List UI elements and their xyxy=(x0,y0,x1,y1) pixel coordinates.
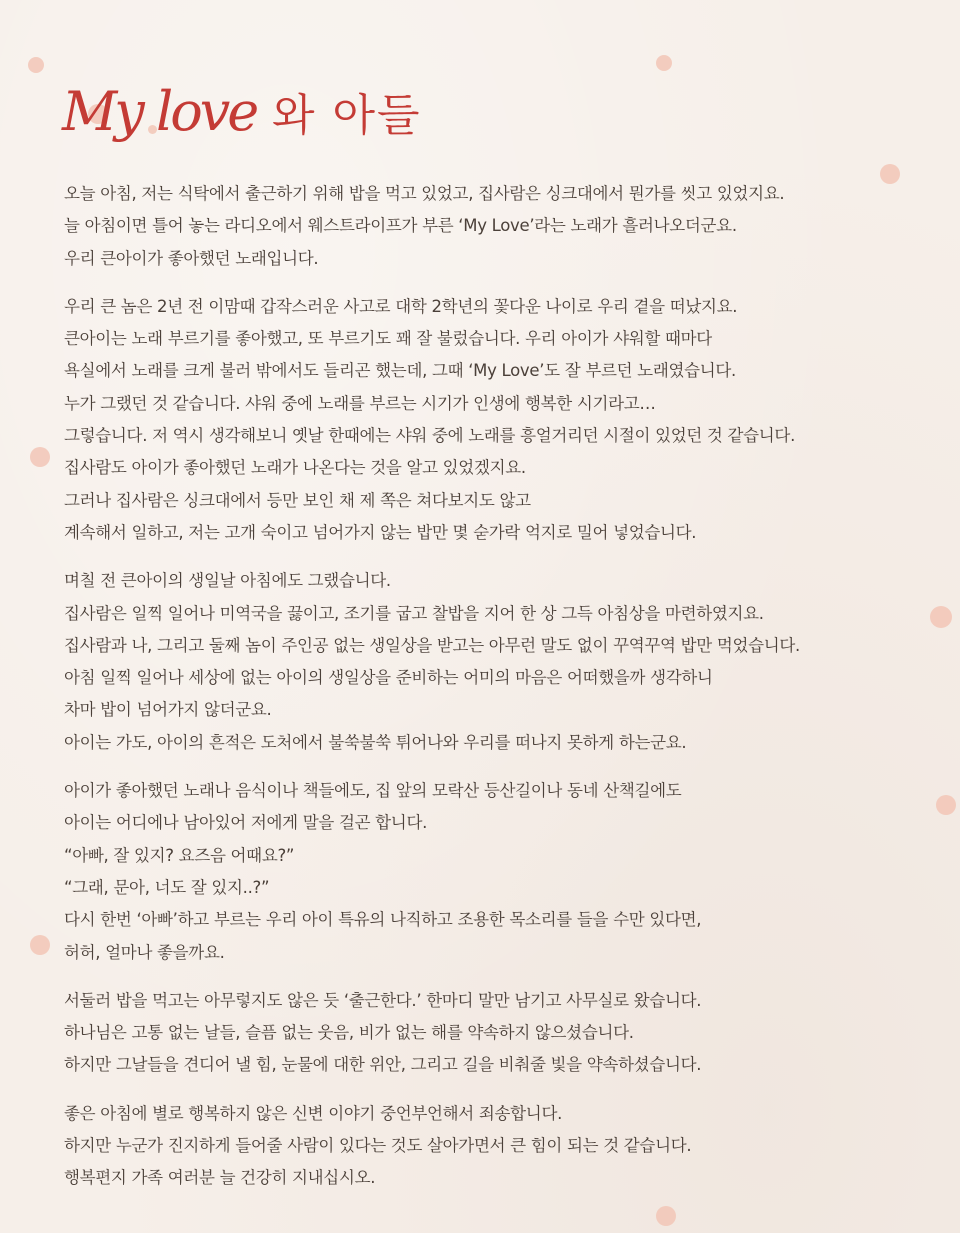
text-line: 아이가 좋아했던 노래나 음식이나 책들에도, 집 앞의 모락산 등산길이나 동네 산책길에도 xyxy=(64,781,682,801)
paragraph xyxy=(64,1098,924,1195)
text-line: 집사람도 아이가 좋아했던 노래가 나온다는 것을 알고 있었겠지요. xyxy=(64,458,526,478)
decorative-dot xyxy=(930,606,952,628)
paragraph xyxy=(64,775,924,969)
text-line: 행복편지 가족 여러분 늘 건강히 지내십시오. xyxy=(64,1168,376,1188)
text-line: 서둘러 밥을 먹고는 아무렇지도 않은 듯 ‘출근한다.’ 한마디 말만 남기고 사무실로 왔습니다. xyxy=(64,990,702,1010)
text-line: 아이는 가도, 아이의 흔적은 도처에서 불쑥불쑥 튀어나와 우리를 떠나지 못하게 하는군요. xyxy=(64,732,687,752)
text-line: 오늘 아침, 저는 식탁에서 출근하기 위해 밥을 먹고 있었고, 집사람은 싱크대에서 뭔가를 씻고 있었지요. xyxy=(64,184,785,203)
text-line: 하지만 그날들을 견디어 낼 힘, 눈물에 대한 위안, 그리고 길을 비춰줄 빛을 약속하셨습니다. xyxy=(64,1055,702,1075)
text-line: 누가 그랬던 것 같습니다. 샤워 중에 노래를 부르는 시기가 인생에 행복한 시기라고… xyxy=(64,393,656,413)
handwritten-title-logo xyxy=(60,72,460,152)
svg-text:My love: My love xyxy=(62,80,257,143)
decorative-dot xyxy=(936,795,956,815)
decorative-dot xyxy=(30,935,50,955)
paragraph xyxy=(64,178,924,275)
text-line: 하지만 누군가 진지하게 들어줄 사람이 있다는 것도 살아가면서 큰 힘이 되는 것 같습니다. xyxy=(64,1136,692,1156)
paragraph xyxy=(64,565,924,759)
decorative-dot xyxy=(30,447,50,467)
text-line: 좋은 아침에 별로 행복하지 않은 신변 이야기 중언부언해서 죄송합니다. xyxy=(64,1103,563,1123)
paragraph xyxy=(64,291,924,549)
text-line: “그래, 문아, 너도 잘 있지..?” xyxy=(64,877,270,897)
text-line: “아빠, 잘 있지? 요즈음 어때요?” xyxy=(64,845,295,865)
page-title xyxy=(60,72,460,152)
text-line: 큰아이는 노래 부르기를 좋아했고, 또 부르기도 꽤 잘 불렀습니다. 우리 아이가 샤워할 때마다 xyxy=(64,329,712,349)
text-line: 욕실에서 노래를 크게 불러 밖에서도 들리곤 했는데, 그때 ‘My Love’도 잘 부르던 노래였습니다. xyxy=(64,361,736,381)
letter-body xyxy=(64,178,924,1211)
text-line: 아이는 어디에나 남아있어 저에게 말을 걸곤 합니다. xyxy=(64,813,428,833)
text-line: 집사람과 나, 그리고 둘째 놈이 주인공 없는 생일상을 받고는 아무런 말도 없이 꾸역꾸역 밥만 먹었습니다. xyxy=(64,635,800,655)
text-line: 늘 아침이면 틀어 놓는 라디오에서 웨스트라이프가 부른 ‘My Love’라는 노래가 흘러나오더군요. xyxy=(64,216,737,236)
paragraph xyxy=(64,985,924,1082)
text-line: 아침 일찍 일어나 세상에 없는 아이의 생일상을 준비하는 어미의 마음은 어떠했을까 생각하니 xyxy=(64,668,713,688)
text-line: 우리 큰아이가 좋아했던 노래입니다. xyxy=(64,248,319,268)
text-line: 허허, 얼마나 좋을까요. xyxy=(64,942,225,962)
text-line: 집사람은 일찍 일어나 미역국을 끓이고, 조기를 굽고 찰밥을 지어 한 상 그득 아침상을 마련하였지요. xyxy=(64,603,764,623)
text-line: 다시 한번 ‘아빠’하고 부르는 우리 아이 특유의 나직하고 조용한 목소리를 들을 수만 있다면, xyxy=(64,910,702,930)
text-line: 계속해서 일하고, 저는 고개 숙이고 넘어가지 않는 밥만 몇 숟가락 억지로 밀어 넣었습니다. xyxy=(64,522,697,542)
text-line: 며칠 전 큰아이의 생일날 아침에도 그랬습니다. xyxy=(64,571,391,591)
text-line: 하나님은 고통 없는 날들, 슬픔 없는 웃음, 비가 없는 해를 약속하지 않으셨습니다. xyxy=(64,1023,634,1043)
text-line: 그렇습니다. 저 역시 생각해보니 옛날 한때에는 샤워 중에 노래를 흥얼거리던 시절이 있었던 것 같습니다. xyxy=(64,426,796,446)
decorative-dot xyxy=(656,55,672,71)
text-line: 우리 큰 놈은 2년 전 이맘때 갑작스러운 사고로 대학 2학년의 꽃다운 나이로 우리 곁을 떠났지요. xyxy=(64,296,738,316)
svg-text:와 아들: 와 아들 xyxy=(272,90,422,141)
text-line: 그러나 집사람은 싱크대에서 등만 보인 채 제 쪽은 쳐다보지도 않고 xyxy=(64,490,531,510)
text-line: 차마 밥이 넘어가지 않더군요. xyxy=(64,700,272,720)
decorative-dot xyxy=(28,57,44,73)
